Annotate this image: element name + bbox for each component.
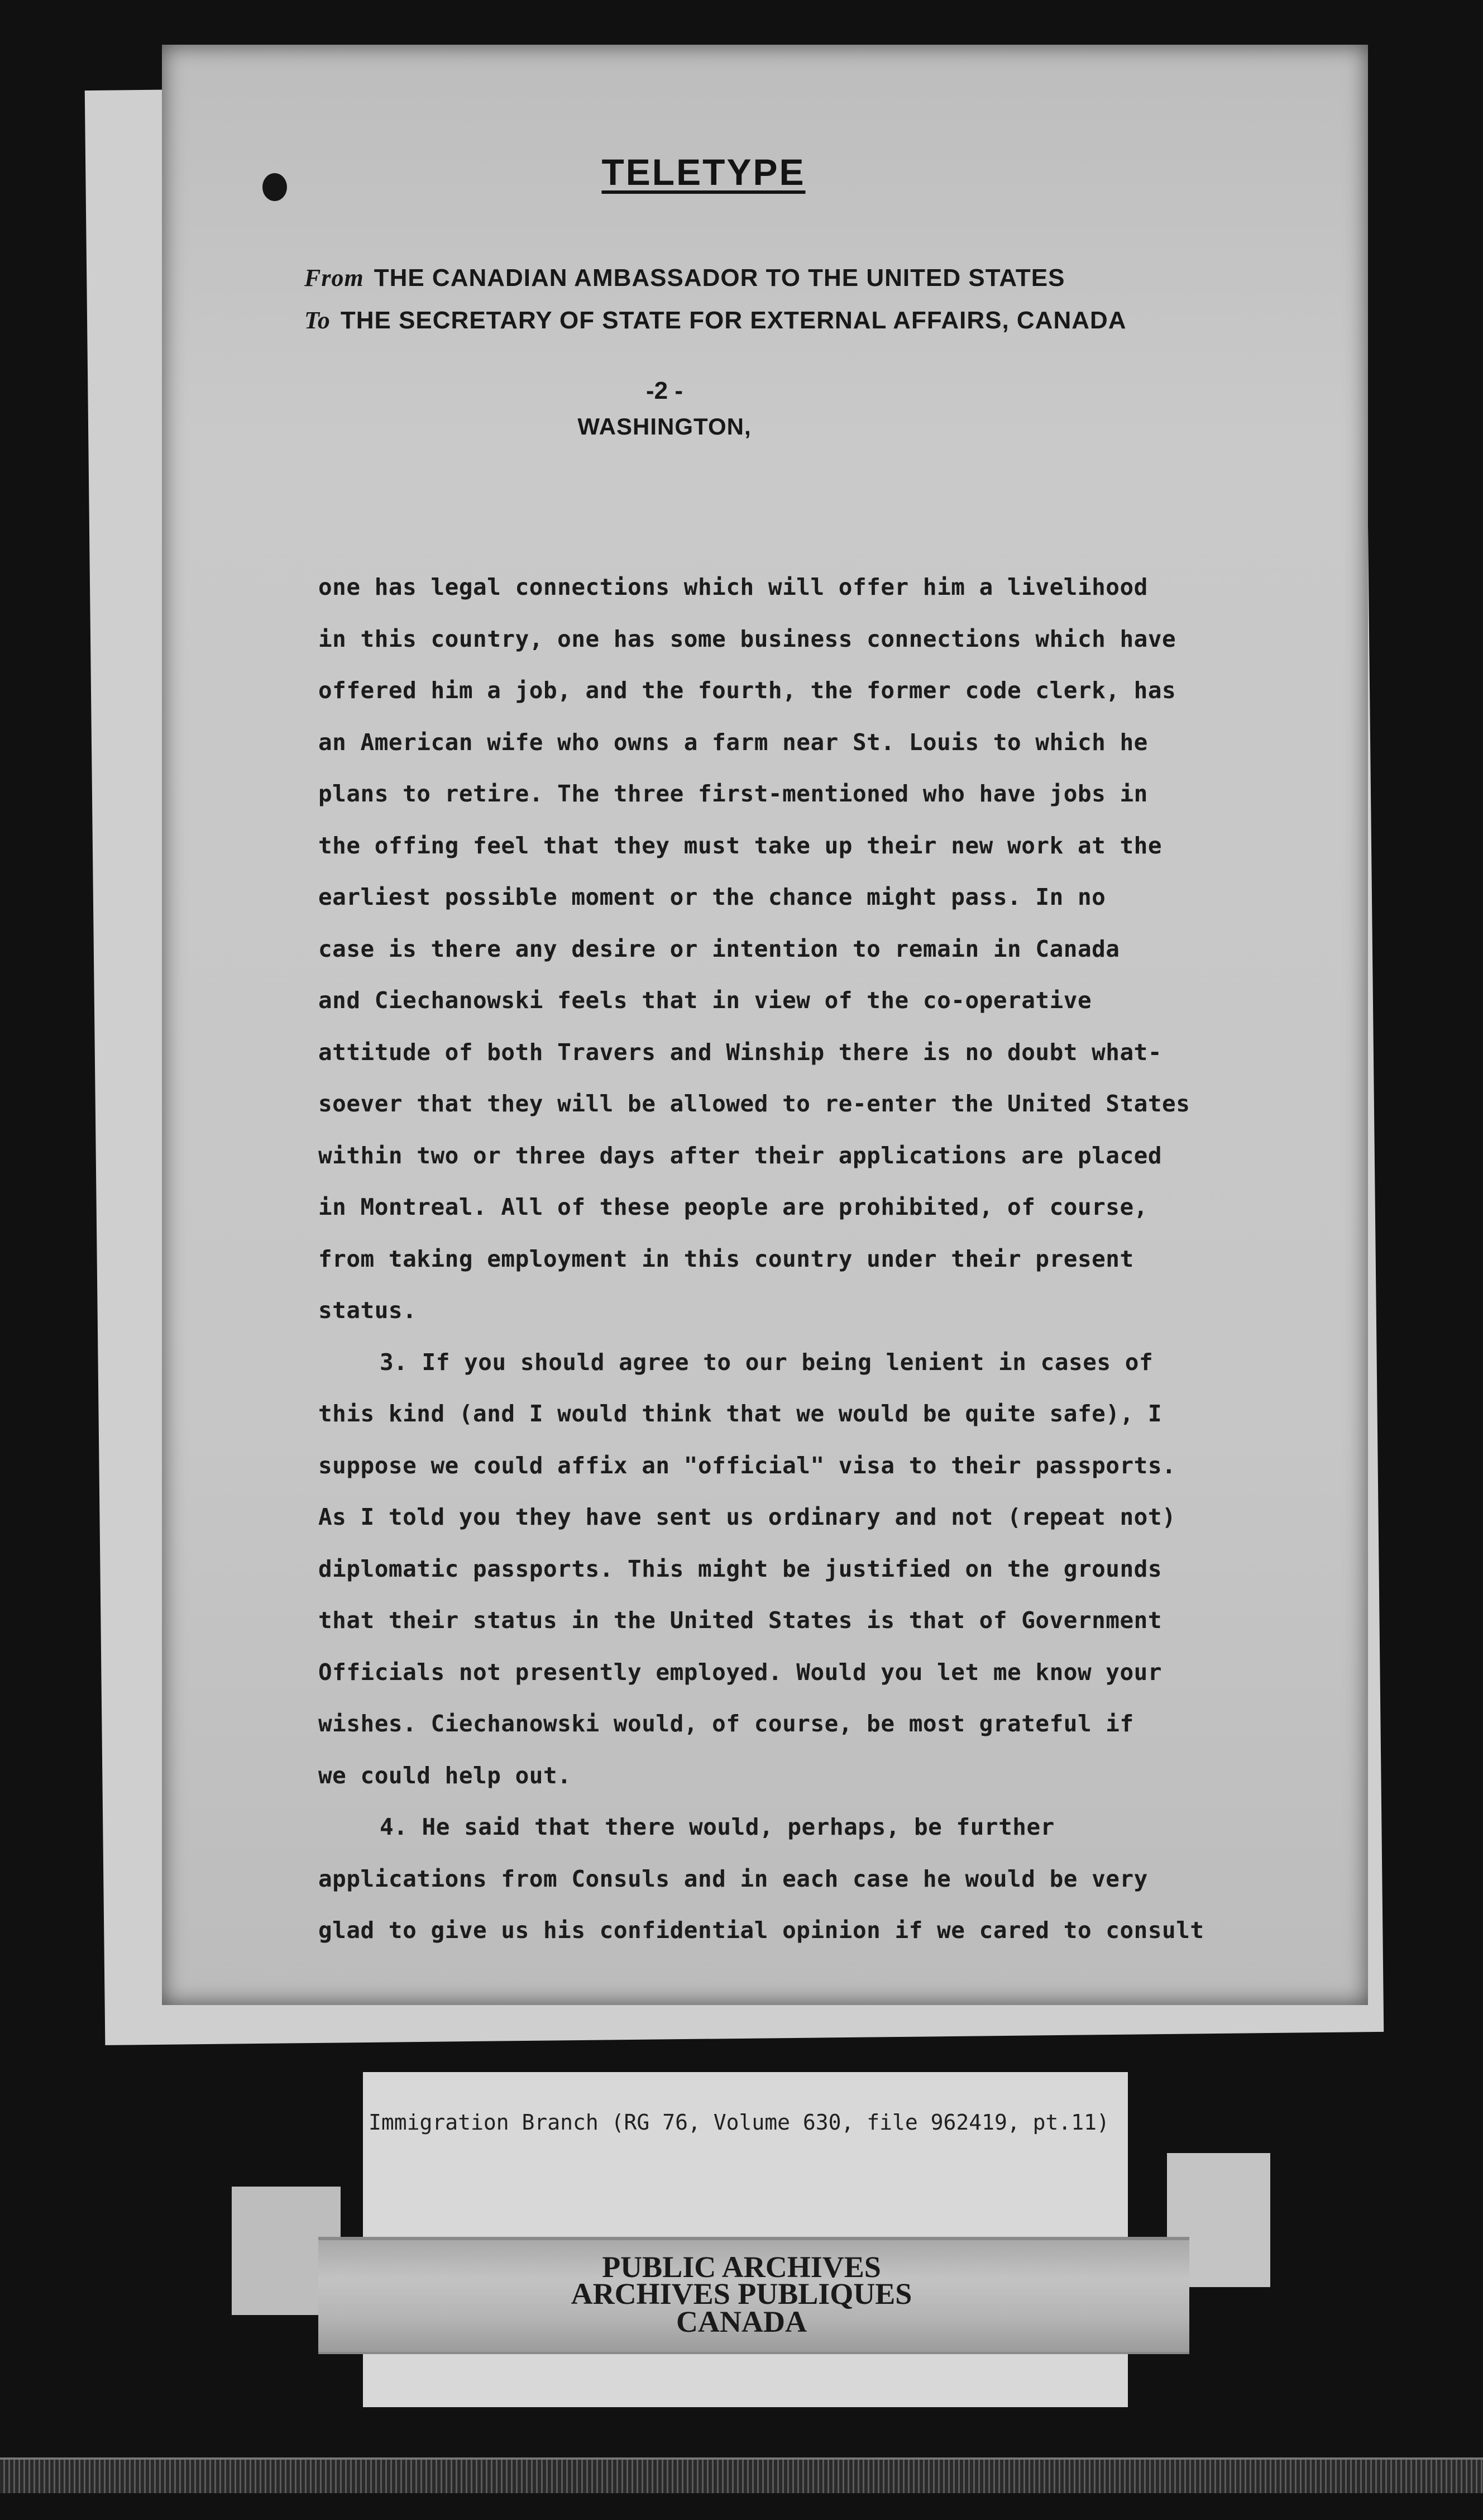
text-line: plans to retire. The three first-mentioned who have jobs in <box>318 780 1148 807</box>
archive-stamp-line: PUBLIC ARCHIVES <box>602 2250 881 2284</box>
text-line: this kind (and I would think that we would be quite safe), I <box>318 1400 1163 1427</box>
film-edge-strip <box>0 2457 1483 2493</box>
teletype-page <box>162 45 1368 2005</box>
text-line: offered him a job, and the fourth, the former code clerk, has <box>318 677 1176 704</box>
text-line: from taking employment in this country under their present <box>318 1245 1134 1272</box>
document-title: TELETYPE <box>601 151 806 193</box>
to-prefix: To <box>304 307 331 334</box>
text-line: attitude of both Travers and Winship there is no doubt what- <box>318 1038 1163 1066</box>
text-line: earliest possible moment or the chance might pass. In no <box>318 884 1106 910</box>
from-prefix: From <box>304 264 364 292</box>
place-name: WASHINGTON, <box>577 413 752 440</box>
text-line: in this country, one has some business connections which have <box>318 625 1176 652</box>
text-line: case is there any desire or intention to remain in Canada <box>318 935 1120 962</box>
text-line: 4. He said that there would, perhaps, be further <box>380 1813 1055 1840</box>
to-line <box>304 306 1127 335</box>
archive-stamp-line: CANADA <box>676 2305 807 2338</box>
to-value: THE SECRETARY OF STATE FOR EXTERNAL AFFAIRS, CANADA <box>340 307 1127 334</box>
text-line: diplomatic passports. This might be justified on the grounds <box>318 1555 1163 1582</box>
archive-reference: Immigration Branch (RG 76, Volume 630, file 962419, pt.11) <box>369 2110 1109 2135</box>
text-line: an American wife who owns a farm near St. Louis to which he <box>318 728 1148 756</box>
text-line: that their status in the United States is that of Government <box>318 1607 1163 1634</box>
text-line: 3. If you should agree to our being lenient in cases of <box>380 1348 1154 1376</box>
text-line: suppose we could affix an "official" visa to their passports. <box>318 1452 1176 1479</box>
archive-stamp-line: ARCHIVES PUBLIQUES <box>571 2277 912 2311</box>
text-line: in Montreal. All of these people are prohibited, of course, <box>318 1194 1148 1220</box>
from-line <box>304 264 1065 292</box>
text-line: one has legal connections which will offer him a livelihood <box>318 574 1148 600</box>
text-line: within two or three days after their applications are placed <box>318 1142 1163 1169</box>
text-line: applications from Consuls and in each case he would be very <box>318 1865 1148 1892</box>
text-line: soever that they will be allowed to re-enter the United States <box>318 1090 1190 1117</box>
from-value: THE CANADIAN AMBASSADOR TO THE UNITED STATES <box>374 264 1065 292</box>
text-line: and Ciechanowski feels that in view of the co-operative <box>318 987 1092 1014</box>
text-line: we could help out. <box>318 1762 572 1789</box>
text-line: wishes. Ciechanowski would, of course, be most grateful if <box>318 1710 1134 1737</box>
text-line: status. <box>318 1297 417 1324</box>
body-text <box>318 561 1379 1956</box>
text-line: the offing feel that they must take up their new work at the <box>318 832 1163 859</box>
text-line: Officials not presently employed. Would you let me know your <box>318 1658 1163 1686</box>
text-line: As I told you they have sent us ordinary and not (repeat not) <box>318 1504 1176 1530</box>
page-number: -2 - <box>646 377 683 404</box>
text-line: glad to give us his confidential opinion if we cared to consult <box>318 1917 1204 1944</box>
